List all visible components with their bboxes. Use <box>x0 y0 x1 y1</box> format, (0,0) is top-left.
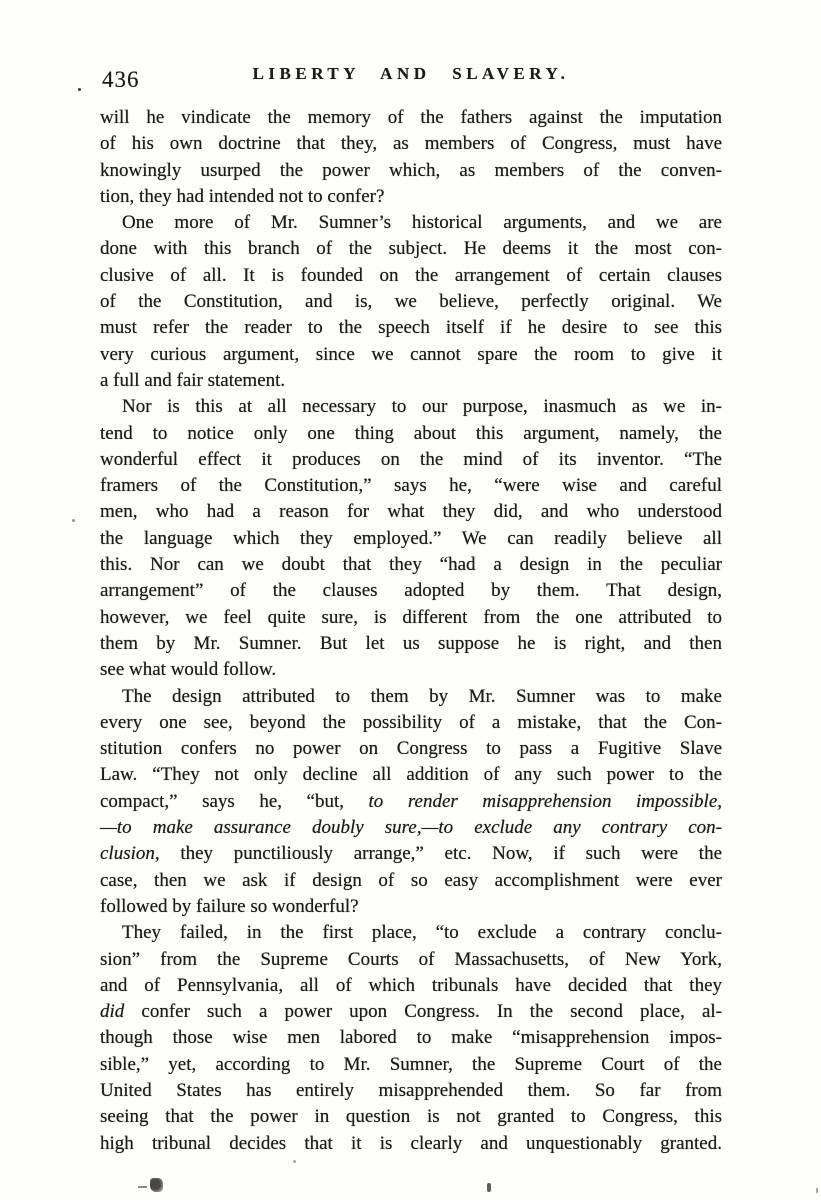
paragraph <box>100 920 722 1157</box>
text-segment: will he vindicate the memory of the fathers against the imputation <box>100 107 722 128</box>
ink-smudge <box>487 1183 491 1192</box>
text-line <box>100 315 722 341</box>
text-segment: this. Nor can we doubt that they “had a design in the peculiar <box>100 554 722 576</box>
text-segment: confer such a power upon Congress. In the second place, al- <box>124 1001 722 1023</box>
text-segment: The design attributed to them by Mr. Sumner was to make <box>122 685 722 707</box>
text-segment: though those wise men labored to make “misapprehension impos- <box>100 1027 722 1049</box>
text-segment: high tribunal decides that it is clearly and unquestionably granted. <box>100 1132 722 1154</box>
text-line <box>100 105 722 131</box>
text-segment: Nor is this at all necessary to our purpose, inasmuch as we in- <box>122 396 722 418</box>
text-segment: a full and fair statement. <box>100 369 286 391</box>
text-segment: stitution confers no power on Congress to pass a Fugitive Slave <box>100 738 722 760</box>
text-line <box>100 184 722 210</box>
text-segment: Law. “They not only decline all addition of any such power to the <box>100 764 722 786</box>
text-segment: men, who had a reason for what they did, and who understood <box>100 501 722 523</box>
text-segment: done with this branch of the subject. He deems it the most con- <box>100 238 722 260</box>
text-segment: must refer the reader to the speech itself if he desire to see this <box>100 317 722 339</box>
text-segment: tend to notice only one thing about this argument, namely, the <box>100 422 722 444</box>
text-segment: One more of Mr. Sumner’s historical arguments, and we are <box>122 212 722 234</box>
text-line <box>100 131 722 157</box>
text-line <box>100 736 722 762</box>
italic-text: to render misapprehension impossible, <box>368 790 722 812</box>
text-segment: framers of the Constitution,” says he, “were wise and careful <box>100 475 722 497</box>
ink-smudge <box>150 1178 163 1192</box>
text-segment: wonderful effect it produces on the mind of its inventor. “The <box>100 448 722 470</box>
paragraph <box>100 684 722 921</box>
italic-text: clusion <box>100 843 155 865</box>
text-segment: every one see, beyond the possibility of a mistake, that the Con- <box>100 711 722 733</box>
text-segment: see what would follow. <box>100 659 277 681</box>
scan-speck <box>816 1188 818 1193</box>
text-segment: case, then we ask if design of so easy accomplishment were ever <box>100 869 722 891</box>
text-line <box>100 789 722 815</box>
text-line <box>100 710 722 736</box>
text-line <box>100 289 722 315</box>
text-segment: , they punctiliously arrange,” etc. Now, if such were the <box>154 843 722 865</box>
text-segment: followed by failure so wonderful? <box>100 895 359 917</box>
text-line <box>100 1104 722 1130</box>
text-line <box>100 578 722 604</box>
page-header <box>100 64 722 94</box>
italic-text: did <box>100 1001 125 1023</box>
text-line <box>100 657 722 683</box>
ink-smudge <box>138 1186 147 1188</box>
text-line <box>100 815 722 841</box>
text-line <box>100 605 722 631</box>
text-line <box>100 1025 722 1051</box>
text-segment: seeing that the power in question is not granted to Congress, this <box>100 1106 722 1128</box>
text-line <box>100 421 722 447</box>
running-title: LIBERTY AND SLAVERY. <box>252 64 570 83</box>
text-line <box>100 973 722 999</box>
text-line <box>100 868 722 894</box>
text-line <box>100 236 722 262</box>
text-line <box>100 1078 722 1104</box>
text-line <box>100 920 722 946</box>
text-line <box>100 762 722 788</box>
text-segment: however, we feel quite sure, is different from the one attributed to <box>100 606 722 628</box>
text-segment: They failed, in the first place, “to exclude a contrary conclu- <box>122 922 722 944</box>
text-line <box>100 894 722 920</box>
text-line <box>100 999 722 1025</box>
text-line <box>100 684 722 710</box>
text-segment: and of Pennsylvania, all of which tribunals have decided that they <box>100 974 722 996</box>
text-segment: the language which they employed.” We can readily believe all <box>100 527 722 549</box>
text-line <box>100 552 722 578</box>
scan-speck <box>293 1160 296 1163</box>
paragraph <box>100 105 722 210</box>
text-segment: of the Constitution, and is, we believe, perfectly original. We <box>100 291 722 313</box>
paragraph <box>100 210 722 394</box>
text-line <box>100 526 722 552</box>
text-line <box>100 841 722 867</box>
text-segment: United States has entirely misapprehended them. So far from <box>100 1079 722 1101</box>
scan-speck <box>78 88 81 91</box>
text-segment: sible,” yet, according to Mr. Sumner, the Supreme Court of the <box>100 1053 722 1075</box>
text-segment: arrangement” of the clauses adopted by them. That design, <box>100 580 722 602</box>
text-segment: of his own doctrine that they, as members of Congress, must have <box>100 133 722 155</box>
paragraph <box>100 394 722 683</box>
text-segment: very curious argument, since we cannot spare the room to give it <box>100 343 722 365</box>
page-number: 436 <box>102 67 140 92</box>
text-line <box>100 210 722 236</box>
text-segment: clusive of all. It is founded on the arrangement of certain clauses <box>100 264 722 286</box>
text-line <box>100 158 722 184</box>
text-segment: compact,” says he, “but, <box>100 790 369 812</box>
text-segment: knowingly usurped the power which, as members of the conven- <box>100 159 722 181</box>
text-line <box>100 1052 722 1078</box>
italic-text: —to make assurance doubly sure,—to exclude any contrary con- <box>100 817 722 839</box>
text-line <box>100 263 722 289</box>
text-line <box>100 631 722 657</box>
text-line <box>100 368 722 394</box>
text-line <box>100 1131 722 1157</box>
text-segment: them by Mr. Sumner. But let us suppose he is right, and then <box>100 632 722 654</box>
text-line <box>100 394 722 420</box>
text-segment: sion” from the Supreme Courts of Massachusetts, of New York, <box>100 948 722 970</box>
text-line <box>100 947 722 973</box>
scan-speck <box>72 519 75 522</box>
text-segment: tion, they had intended not to confer? <box>100 185 385 207</box>
page-body-text <box>100 105 722 1157</box>
text-line <box>100 499 722 525</box>
text-line <box>100 342 722 368</box>
text-line <box>100 473 722 499</box>
text-line <box>100 447 722 473</box>
